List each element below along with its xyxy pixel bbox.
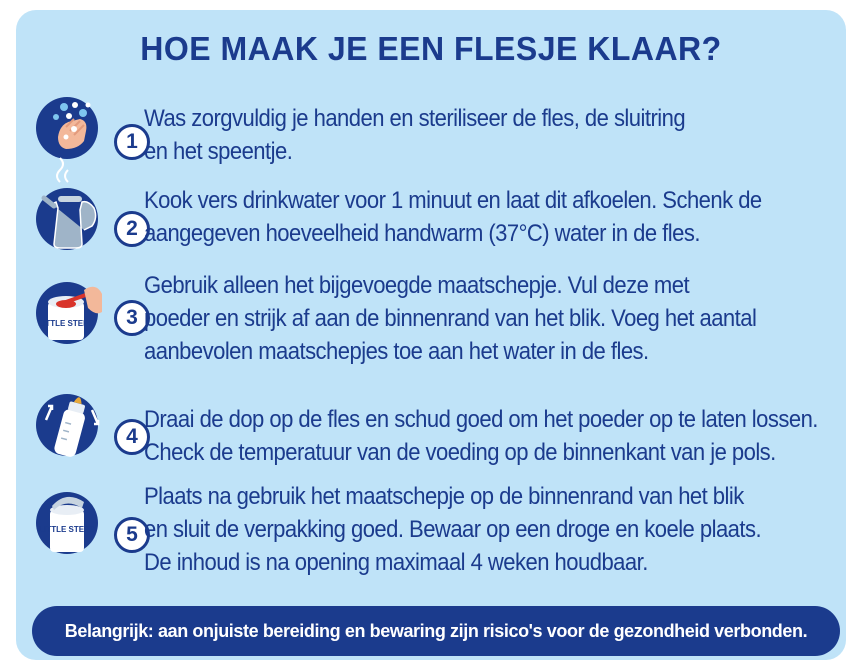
- step-number-badge: 3: [114, 300, 150, 336]
- kettle-icon: [36, 188, 138, 268]
- instruction-card: [16, 10, 846, 660]
- svg-text:LITTLE STEPS: LITTLE STEPS: [38, 319, 94, 328]
- svg-text:LITTLE STEPS: LITTLE STEPS: [39, 525, 95, 534]
- step-3: [16, 268, 846, 374]
- step-1: [16, 98, 846, 168]
- measuring-scoop-icon: [36, 282, 138, 362]
- step-number-badge: 2: [114, 211, 150, 247]
- wash-hands-icon: [36, 97, 138, 177]
- step-4: [16, 394, 846, 466]
- step-5: [16, 480, 846, 586]
- step-2: [16, 180, 846, 256]
- step-text: Kook vers drinkwater voor 1 minuut en laat dit afkoelen. Schenk de aangegeven hoeveelheid handwarm (37°C) water in de fles.: [144, 187, 762, 247]
- step-text: Gebruik alleen het bijgevoegde maatschepje. Vul deze met poeder en strijk af aan de binnenrand van het blik. Voeg het aantal aanbevolen maatschepjes toe aan het water in de fles.: [144, 272, 757, 365]
- warning-banner: [32, 606, 840, 656]
- step-number-badge: 4: [114, 419, 150, 455]
- step-text: Was zorgvuldig je handen en steriliseer de fles, de sluitring en het speentje.: [144, 105, 686, 165]
- step-number-badge: 5: [114, 517, 150, 553]
- step-number-badge: 1: [114, 124, 150, 160]
- step-text: Plaats na gebruik het maatschepje op de binnenrand van het blik en sluit de verpakking goed. Bewaar op een droge en koele plaats. De inhoud is na opening maximaal 4 weken houdbaar.: [144, 483, 762, 576]
- page-title: HOE MAAK JE EEN FLESJE KLAAR?: [140, 30, 722, 67]
- step-text: Draai de dop op de fles en schud goed om het poeder op te laten lossen. Check de temperatuur van de voeding op de binnenkant van je pols.: [144, 406, 818, 466]
- warning-text: Belangrijk: aan onjuiste bereiding en bewaring zijn risico's voor de gezondheid verbonden.: [64, 621, 808, 641]
- closed-tin-icon: [36, 492, 138, 572]
- shake-bottle-icon: [36, 394, 138, 474]
